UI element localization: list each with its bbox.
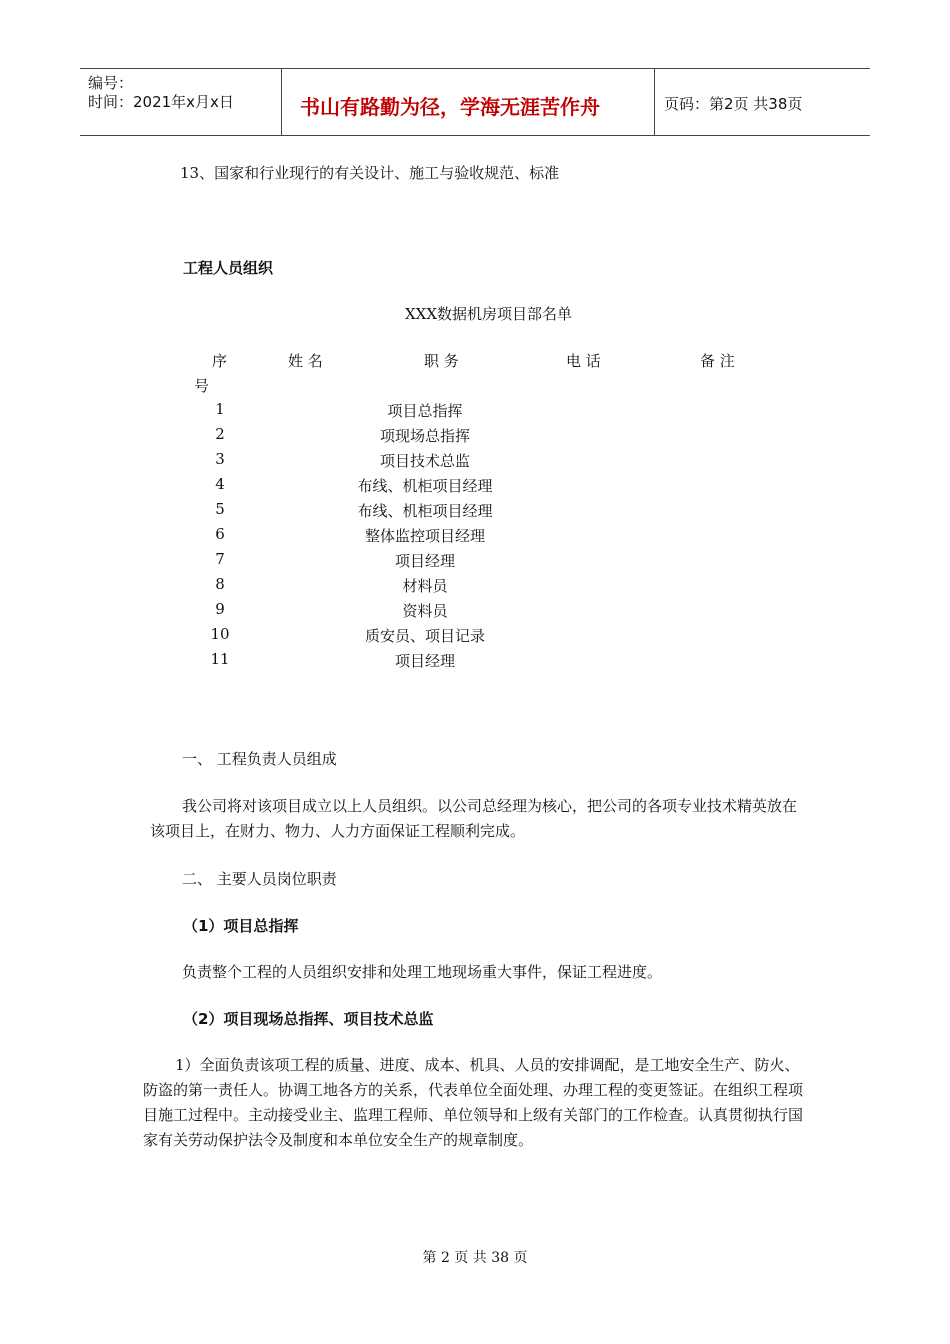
table-row bbox=[180, 575, 580, 600]
row-duty: 资料员 bbox=[402, 602, 448, 620]
header-motto: 书山有路勤为径，学海无涯苦作舟 bbox=[300, 95, 600, 119]
row-duty: 项目技术总监 bbox=[379, 452, 470, 470]
row-duty: 布线、机柜项目经理 bbox=[357, 477, 493, 495]
row-number: 3 bbox=[215, 450, 225, 468]
section-title: 工程人员组织 bbox=[183, 259, 274, 277]
header-name: 姓 名 bbox=[288, 352, 323, 370]
subsection-1-title: （1）项目总指挥 bbox=[183, 917, 299, 935]
row-duty: 项现场总指挥 bbox=[379, 427, 470, 445]
header-divider-left bbox=[281, 68, 282, 136]
row-duty: 整体监控项目经理 bbox=[364, 527, 485, 545]
header-top-rule bbox=[80, 68, 870, 69]
header-duty: 职 务 bbox=[424, 352, 459, 370]
row-number: 4 bbox=[215, 475, 225, 493]
row-number: 8 bbox=[215, 575, 225, 593]
row-number: 9 bbox=[215, 600, 225, 618]
section-2-title: 二、 主要人员岗位职责 bbox=[182, 870, 337, 888]
table-row bbox=[180, 425, 580, 450]
subsection-1-paragraph: 负责整个工程的人员组织安排和处理工地现场重大事件，保证工程进度。 bbox=[182, 963, 663, 981]
row-number: 11 bbox=[210, 650, 230, 668]
date-label: 时间：2021年x月x日 bbox=[88, 93, 234, 111]
header-page-info: 页码：第2页 共38页 bbox=[664, 95, 803, 113]
page-footer: 第 2 页 共 38 页 bbox=[422, 1250, 528, 1266]
row-duty: 项目经理 bbox=[394, 552, 455, 570]
table-row bbox=[180, 525, 580, 550]
table-row bbox=[180, 450, 580, 475]
row-number: 10 bbox=[210, 625, 230, 643]
row-number: 2 bbox=[215, 425, 225, 443]
table-row bbox=[180, 600, 580, 625]
header-seq: 序 bbox=[212, 352, 228, 370]
row-number: 5 bbox=[215, 500, 225, 518]
section-1-title: 一、 工程负责人员组成 bbox=[182, 750, 337, 768]
item-13: 13、国家和行业现行的有关设计、施工与验收规范、标准 bbox=[180, 164, 560, 182]
header-bottom-rule bbox=[80, 135, 870, 136]
header-phone: 电 话 bbox=[566, 352, 601, 370]
table-row bbox=[180, 650, 580, 675]
serial-label: 编号： bbox=[88, 74, 134, 92]
header-remark: 备 注 bbox=[700, 352, 735, 370]
row-duty: 材料员 bbox=[402, 577, 448, 595]
row-duty: 项目经理 bbox=[394, 652, 455, 670]
header-divider-right bbox=[654, 68, 655, 136]
subsection-2-paragraph: 1）全面负责该项工程的质量、进度、成本、机具、人员的安排调配，是工地安全生产、防火、防盗的第一责任人。协调工地各方的关系，代表单位全面处理、办理工程的变更签证。在组织工程项目施工过程中。主动接受业主、监理工程师、单位领导和上级有关部门的工作检查。认真贯彻执行国家有关劳动保护法令及制度和本单位安全生产的规章制度。 bbox=[143, 1056, 804, 1149]
table-row bbox=[180, 475, 580, 500]
table-row bbox=[180, 625, 580, 650]
table-row bbox=[180, 400, 580, 425]
row-number: 1 bbox=[215, 400, 225, 418]
table-title: XXX数据机房项目部名单 bbox=[405, 305, 573, 323]
table-row bbox=[180, 500, 580, 525]
row-number: 7 bbox=[215, 550, 225, 568]
row-duty: 项目总指挥 bbox=[387, 402, 463, 420]
table-row bbox=[180, 550, 580, 575]
row-duty: 质安员、项目记录 bbox=[364, 627, 485, 645]
subsection-2-title: （2）项目现场总指挥、项目技术总监 bbox=[183, 1010, 434, 1028]
header-seq-line2: 号 bbox=[194, 377, 210, 395]
section-1-paragraph: 我公司将对该项目成立以上人员组织。以公司总经理为核心，把公司的各项专业技术精英放在该项目上，在财力、物力、人力方面保证工程顺利完成。 bbox=[150, 797, 798, 840]
row-number: 6 bbox=[215, 525, 225, 543]
row-duty: 布线、机柜项目经理 bbox=[357, 502, 493, 520]
